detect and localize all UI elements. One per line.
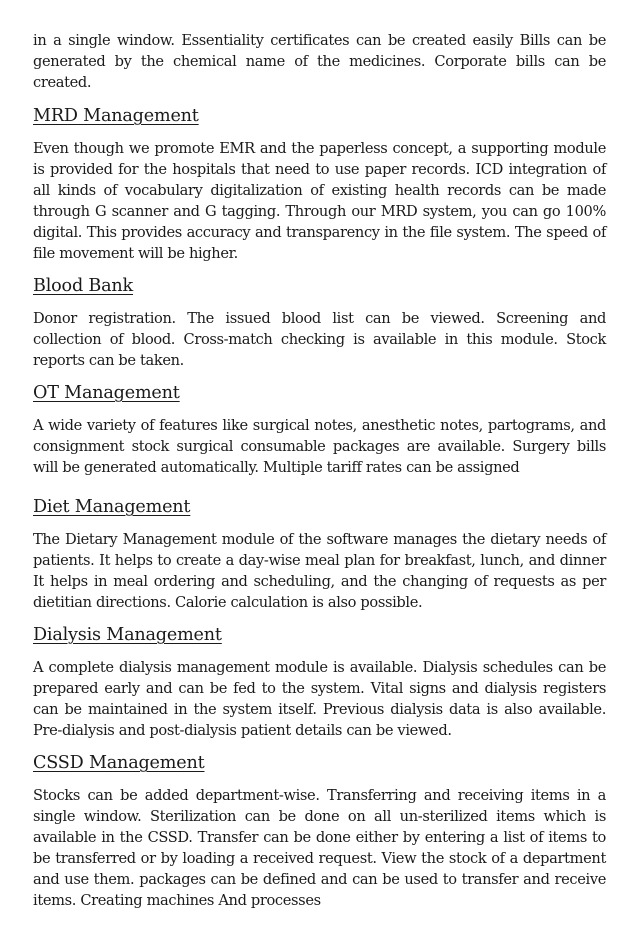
section-heading-ot-management: OT Management [33,383,180,403]
section-heading-mrd-management: MRD Management [33,106,199,126]
intro-paragraph: in a single window. Essentiality certificates can be created easily Bills can be generated by the chemical name of the medicines. Corporate bills can be created. [33,32,606,91]
section-body-diet-management: The Dietary Management module of the software manages the dietary needs of patients. It helps to create a day-wise meal plan for breakfast, lunch, and dinner It helps in meal ordering and scheduling, and the changing of requests as per dietitian directions. Calorie calculation is also possible. [33,531,606,611]
section-cssd-management [33,751,606,911]
section-diet-management [33,495,606,613]
section-body-cssd-management: Stocks can be added department-wise. Transferring and receiving items in a single window. Sterilization can be done on all un-sterilized items which is available in the CSSD. Transfer can be done either by entering a list of items to be transferred or by loading a received request. View the stock of a department and use them. packages can be defined and can be used to transfer and receive items. Creating machines And processes [33,787,606,909]
section-body-mrd-management: Even though we promote EMR and the paperless concept, a supporting module is provided for the hospitals that need to use paper records. ICD integration of all kinds of vocabulary digitalization of existing health records can be made through G scanner and G tagging. Through our MRD system, you can go 100% digital. This provides accuracy and transparency in the file system. The speed of file movement will be higher. [33,140,606,262]
section-ot-management [33,381,606,478]
section-heading-blood-bank: Blood Bank [33,276,134,296]
section-body-blood-bank: Donor registration. The issued blood list can be viewed. Screening and collection of blood. Cross-match checking is available in this module. Stock reports can be taken. [33,310,606,369]
document-page [33,30,606,921]
section-body-ot-management: A wide variety of features like surgical notes, anesthetic notes, partograms, and consignment stock surgical consumable packages are available. Surgery bills will be generated automatically. Multiple tariff rates can be assigned [33,417,606,476]
section-dialysis-management [33,623,606,741]
section-mrd-management [33,104,606,264]
section-heading-cssd-management: CSSD Management [33,753,205,773]
section-heading-diet-management: Diet Management [33,497,191,517]
section-heading-dialysis-management: Dialysis Management [33,625,222,645]
section-body-dialysis-management: A complete dialysis management module is available. Dialysis schedules can be prepared early and can be fed to the system. Vital signs and dialysis registers can be maintained in the system itself. Previous dialysis data is also available. Pre-dialysis and post-dialysis patient details can be viewed. [33,659,606,739]
section-blood-bank [33,274,606,371]
